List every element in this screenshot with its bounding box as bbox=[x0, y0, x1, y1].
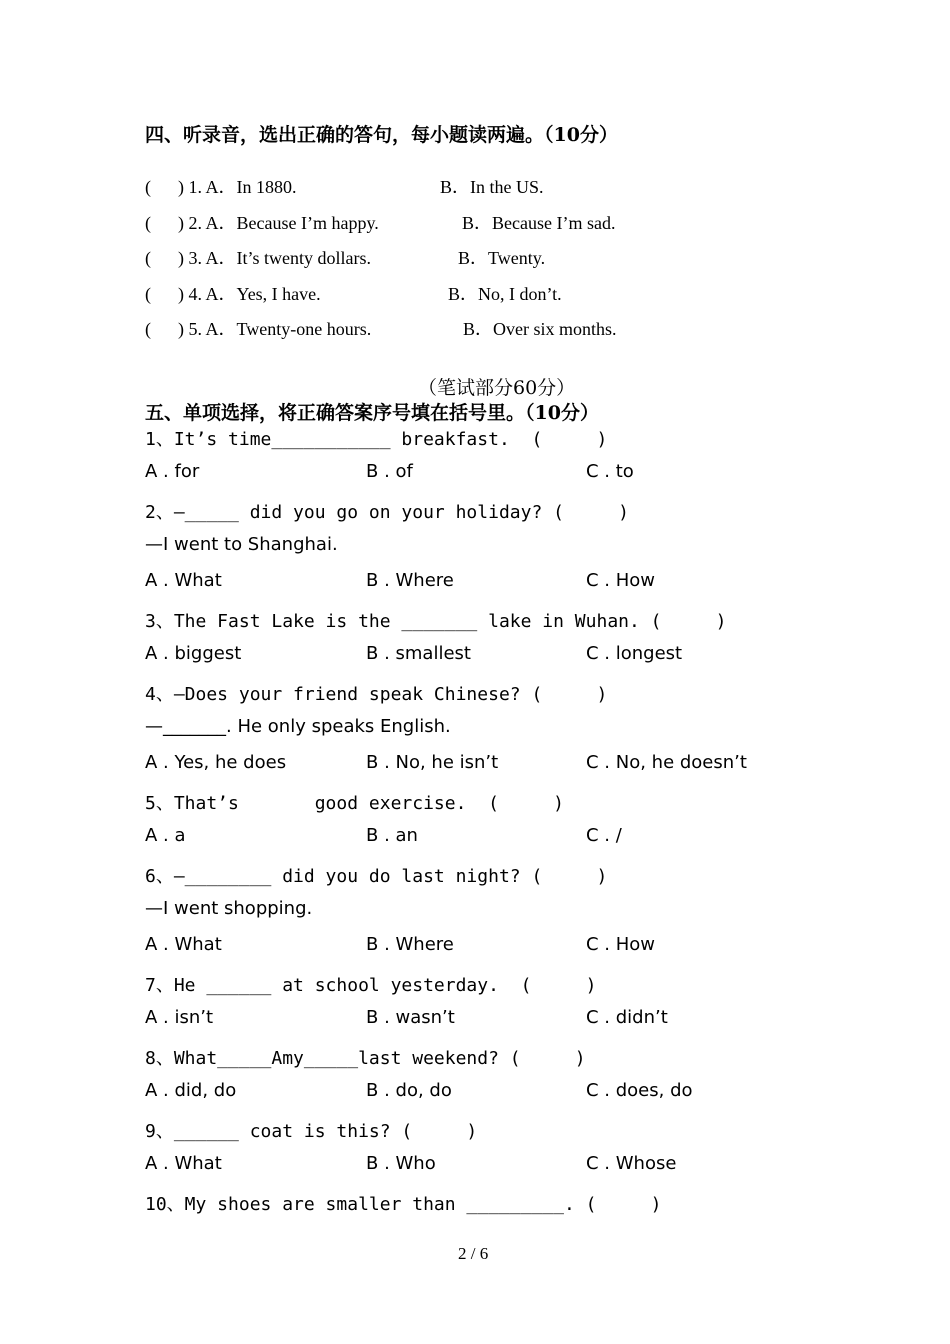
q4-reply: —_______. He only speaks English. bbox=[145, 716, 451, 737]
q3-option-a: A . biggest bbox=[145, 643, 242, 664]
q6-option-c: C . How bbox=[586, 934, 656, 955]
q6-option-b: B . Where bbox=[366, 934, 454, 955]
q6-reply: —I went shopping. bbox=[145, 898, 313, 919]
q1-option-b: B . of bbox=[366, 461, 413, 482]
question-1: 1、It’s time___________ breakfast. ( ) bbox=[145, 429, 608, 450]
question-9: 9、______ coat is this? ( ) bbox=[145, 1121, 478, 1142]
listening-item-1: ( ) 1. A．In 1880. bbox=[145, 177, 297, 197]
listening-item-5: ( ) 5. A．Twenty-one hours. bbox=[145, 319, 372, 339]
question-4: 4、—Does your friend speak Chinese? ( ) bbox=[145, 684, 608, 705]
listening-item-4: ( ) 4. A．Yes, I have. bbox=[145, 284, 321, 304]
listening-item-4-option-b: B．No, I don’t. bbox=[448, 284, 562, 304]
section-4-title: 四、听录音，选出正确的答句，每小题读两遍。（10分） bbox=[145, 124, 618, 146]
q8-option-b: B . do, do bbox=[366, 1080, 452, 1101]
q9-option-c: C . Whose bbox=[586, 1153, 677, 1174]
question-6: 6、—________ did you do last night? ( ) bbox=[145, 866, 608, 887]
section-5-title: 五、单项选择，将正确答案序号填在括号里。（10分） bbox=[145, 402, 599, 424]
question-8: 8、What_____Amy_____last weekend? ( ) bbox=[145, 1048, 586, 1069]
q5-option-c: C . / bbox=[586, 825, 622, 846]
listening-item-3: ( ) 3. A．It’s twenty dollars. bbox=[145, 248, 371, 268]
q7-option-c: C . didn’t bbox=[586, 1007, 668, 1028]
listening-item-3-option-b: B．Twenty. bbox=[458, 248, 546, 268]
q7-option-b: B . wasn’t bbox=[366, 1007, 455, 1028]
q4-option-b: B . No, he isn’t bbox=[366, 752, 499, 773]
q5-option-b: B . an bbox=[366, 825, 418, 846]
listening-item-2-option-b: B．Because I’m sad. bbox=[462, 213, 616, 233]
q3-option-b: B . smallest bbox=[366, 643, 471, 664]
written-part-heading: （笔试部分60分） bbox=[418, 377, 576, 399]
page-number: 2 / 6 bbox=[458, 1244, 489, 1263]
q8-option-a: A . did, do bbox=[145, 1080, 237, 1101]
question-10: 10、My shoes are smaller than _________. ( ) bbox=[145, 1194, 662, 1215]
q9-option-a: A . What bbox=[145, 1153, 222, 1174]
q6-option-a: A . What bbox=[145, 934, 222, 955]
listening-item-2: ( ) 2. A．Because I’m happy. bbox=[145, 213, 379, 233]
q2-option-b: B . Where bbox=[366, 570, 454, 591]
question-2: 2、—_____ did you go on your holiday? ( ) bbox=[145, 502, 629, 523]
q2-option-a: A . What bbox=[145, 570, 222, 591]
q1-option-c: C . to bbox=[586, 461, 634, 482]
q4-option-a: A . Yes, he does bbox=[145, 752, 287, 773]
q2-reply: —I went to Shanghai. bbox=[145, 534, 338, 555]
q5-option-a: A . a bbox=[145, 825, 186, 846]
listening-item-1-option-b: B．In the US. bbox=[440, 177, 544, 197]
listening-item-5-option-b: B．Over six months. bbox=[463, 319, 617, 339]
q3-option-c: C . longest bbox=[586, 643, 683, 664]
q8-option-c: C . does, do bbox=[586, 1080, 693, 1101]
question-5: 5、That’s good exercise. ( ) bbox=[145, 793, 564, 814]
q2-option-c: C . How bbox=[586, 570, 656, 591]
q1-option-a: A . for bbox=[145, 461, 200, 482]
q4-option-c: C . No, he doesn’t bbox=[586, 752, 747, 773]
question-7: 7、He ______ at school yesterday. ( ) bbox=[145, 975, 597, 996]
q7-option-a: A . isn’t bbox=[145, 1007, 214, 1028]
q9-option-b: B . Who bbox=[366, 1153, 436, 1174]
question-3: 3、The Fast Lake is the _______ lake in Wuhan. ( ) bbox=[145, 611, 727, 632]
